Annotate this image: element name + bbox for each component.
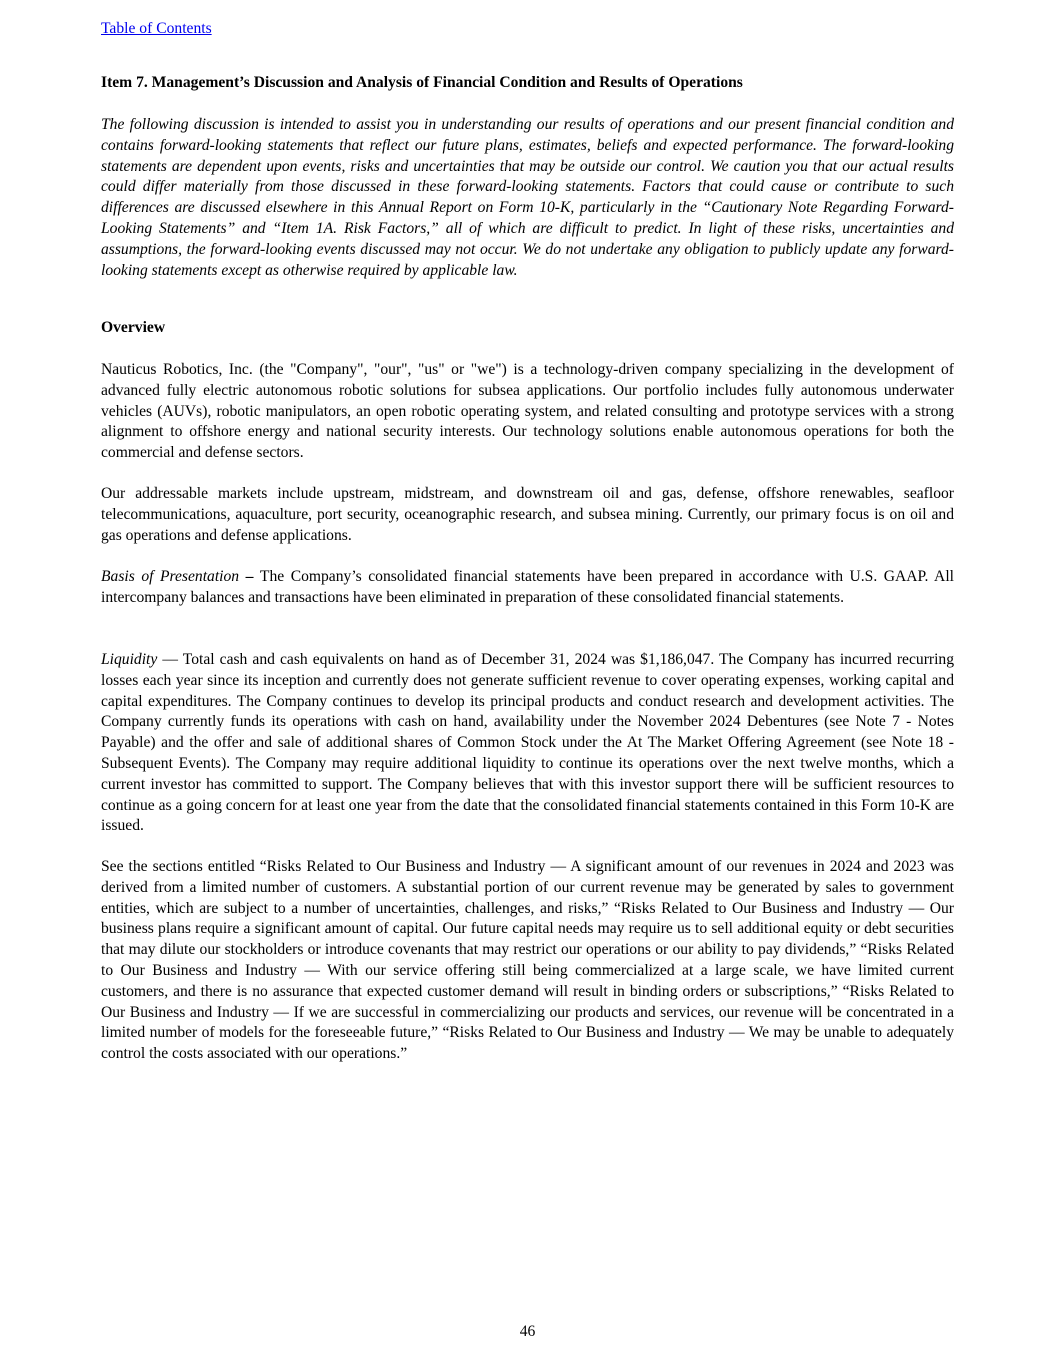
- basis-of-presentation-label: Basis of Presentation: [101, 568, 240, 585]
- risks-reference-paragraph: See the sections entitled “Risks Related to Our Business and Industry — A significant amount of our revenues in 2024 and 2023 was derived from a limited number of customers. A substantial portion of our current revenue may be generated by sales to government entities, which are subject to a number of uncertainties, challenges, and risks,” “Risks Related to Our Business and Industry — Our business plans require a significant amount of capital. Our future capital needs may require us to sell additional equity or debt securities that may dilute our stockholders or introduce covenants that may restrict our operations or our ability to pay dividends,” “Risks Related to Our Business and Industry — With our service offering still being commercialized at a large scale, we have limited current customers, and there is no assurance that expected customer demand will result in binding orders or subscriptions,” “Risks Related to Our Business and Industry — If we are successful in commercializing our products and services, our revenue will be concentrated in a limited number of models for the foreseeable future,” “Risks Related to Our Business and Industry — We may be unable to adequately control the costs associated with our operations.”: [101, 858, 954, 1063]
- overview-paragraph-company: Nauticus Robotics, Inc. (the "Company", "our", "us" or "we") is a technology-driven company specializing in the development of advanced fully electric autonomous robotic solutions for subsea applications. Our portfolio includes fully autonomous underwater vehicles (AUVs), robotic manipulators, an open robotic operating system, and related consulting and prototype services with a strong alignment to offshore energy and national security interests. Our technology solutions enable autonomous operations for both the commercial and defense sectors.: [101, 361, 954, 462]
- overview-heading: Overview: [101, 319, 166, 336]
- intro-paragraph: The following discussion is intended to assist you in understanding our results of operations and our present financial condition and contains forward-looking statements that reflect our future plans, estimates, beliefs and expected performance. The forward-looking statements are dependent upon events, risks and uncertainties that may be outside our control. We caution you that our actual results could differ materially from those discussed in these forward-looking statements. Factors that could cause or contribute to such differences are discussed elsewhere in this Annual Report on Form 10-K, particularly in the “Cautionary Note Regarding Forward-Looking Statements” and “Item 1A. Risk Factors,” all of which are difficult to predict. In light of these risks, uncertainties and assumptions, the forward-looking events discussed may not occur. We do not undertake any obligation to publicly update any forward-looking statements except as otherwise required by applicable law.: [101, 116, 954, 279]
- overview-paragraph-markets: Our addressable markets include upstream, midstream, and downstream oil and gas, defense, offshore renewables, seafloor telecommunications, aquaculture, port security, oceanographic research, and subsea mining. Currently, our primary focus is on oil and gas operations and defense applications.: [101, 485, 954, 544]
- liquidity-dash: —: [157, 651, 183, 668]
- liquidity-paragraph: [101, 650, 954, 837]
- liquidity-text: Total cash and cash equivalents on hand as of December 31, 2024 was $1,186,047. The Company has incurred recurring losses each year since its inception and currently does not generate sufficient revenue to cover operating expenses, working capital and capital expenditures. The Company continues to develop its principal products and conduct research and development activities. The Company currently funds its operations with cash on hand, availability under the November 2024 Debentures (see Note 7 - Notes Payable) and the offer and sale of additional shares of Common Stock under the At The Market Offering Agreement (see Note 18 - Subsequent Events). The Company may require additional liquidity to continue its operations over the next twelve months, which a current investor has committed to support. The Company believes that with this investor support there will be sufficient resources to continue as a going concern for at least one year from the date that the consolidated financial statements contained in this Form 10-K are issued.: [101, 651, 955, 835]
- page-number: 46: [519, 1323, 536, 1340]
- section-title: Item 7. Management’s Discussion and Analysis of Financial Condition and Results of Operations: [101, 74, 743, 91]
- basis-dash: –: [239, 568, 260, 585]
- basis-of-presentation-paragraph: [101, 567, 954, 609]
- liquidity-label: Liquidity: [101, 651, 158, 668]
- basis-of-presentation-text: The Company’s consolidated financial statements have been prepared in accordance with U.S. GAAP. All intercompany balances and transactions have been eliminated in preparation of these consolidated financial statements.: [101, 568, 954, 606]
- table-of-contents-link[interactable]: Table of Contents: [101, 20, 212, 37]
